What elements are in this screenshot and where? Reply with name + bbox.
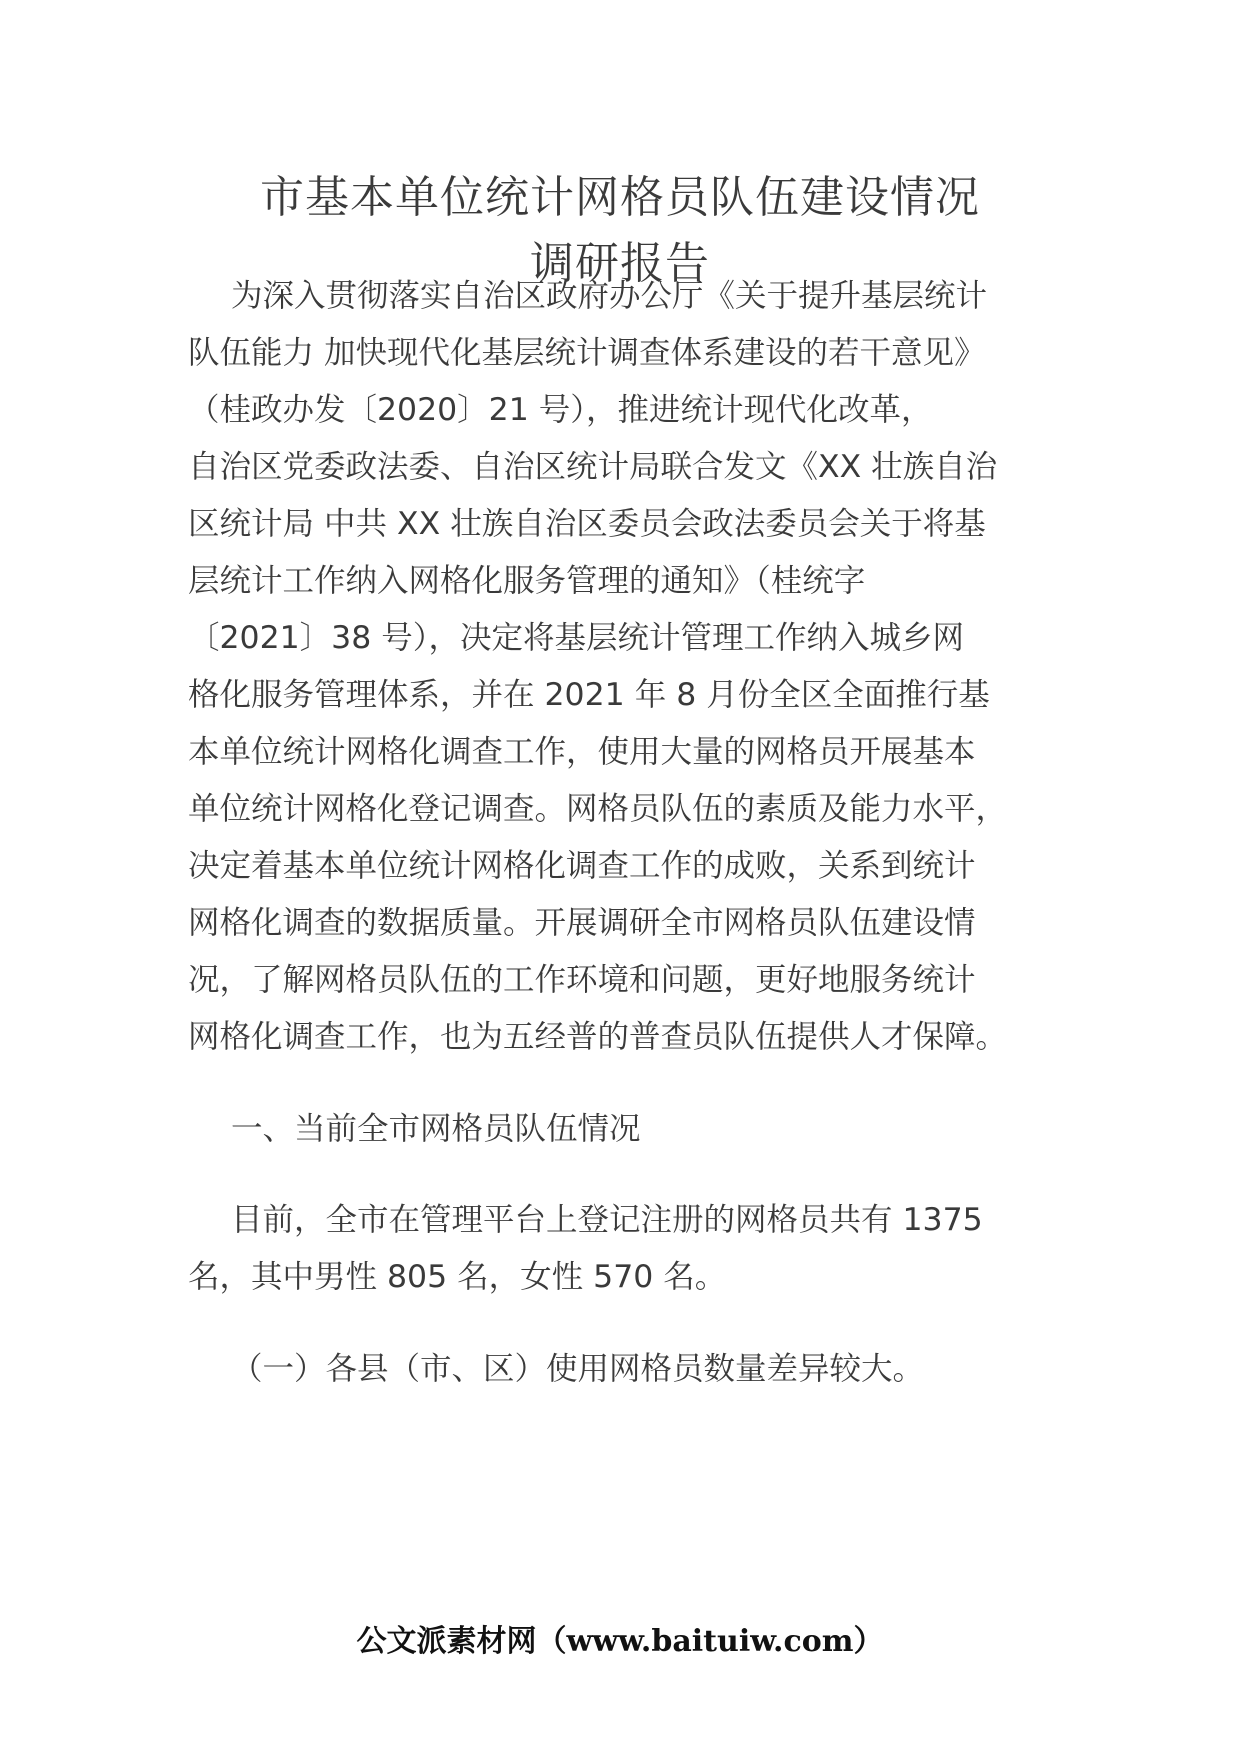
intro-line: 单位统计网格化登记调查。网格员队伍的素质及能力水平，	[188, 791, 1008, 827]
intro-line: 本单位统计网格化调查工作，使用大量的网格员开展基本	[188, 734, 976, 770]
document-title-line-2: 调研报告	[530, 238, 710, 289]
watermark-footer: 公文派素材网（www.baituiw.com）	[356, 1624, 884, 1659]
document-title-line-1: 市基本单位统计网格员队伍建设情况	[260, 172, 980, 223]
section-line: 名，其中男性 805 名，女性 570 名。	[188, 1259, 727, 1295]
intro-line: 〔2021〕38 号），决定将基层统计管理工作纳入城乡网	[188, 620, 965, 656]
intro-line: 格化服务管理体系，并在 2021 年 8 月份全区全面推行基	[188, 677, 990, 713]
intro-line: 自治区党委政法委、自治区统计局联合发文《XX 壮族自治	[188, 449, 998, 485]
intro-line: 网格化调查工作，也为五经普的普查员队伍提供人才保障。	[188, 1019, 1008, 1055]
intro-line: （桂政办发〔2020〕21 号），推进统计现代化改革，	[188, 392, 933, 428]
intro-line: 决定着基本单位统计网格化调查工作的成败，关系到统计	[188, 848, 976, 884]
section-line: 目前，全市在管理平台上登记注册的网格员共有 1375	[231, 1202, 983, 1238]
section-heading: 一、当前全市网格员队伍情况	[231, 1111, 641, 1147]
intro-line: 区统计局 中共 XX 壮族自治区委员会政法委员会关于将基	[188, 506, 986, 542]
intro-line: 为深入贯彻落实自治区政府办公厅《关于提升基层统计	[231, 278, 988, 314]
intro-line: 况，了解网格员队伍的工作环境和问题，更好地服务统计	[188, 962, 976, 998]
subsection-heading: （一）各县（市、区）使用网格员数量差异较大。	[231, 1351, 925, 1387]
intro-line: 网格化调查的数据质量。开展调研全市网格员队伍建设情	[188, 905, 976, 941]
intro-line: 队伍能力 加快现代化基层统计调查体系建设的若干意见》	[188, 335, 986, 371]
intro-line: 层统计工作纳入网格化服务管理的通知》（桂统字	[188, 563, 866, 599]
